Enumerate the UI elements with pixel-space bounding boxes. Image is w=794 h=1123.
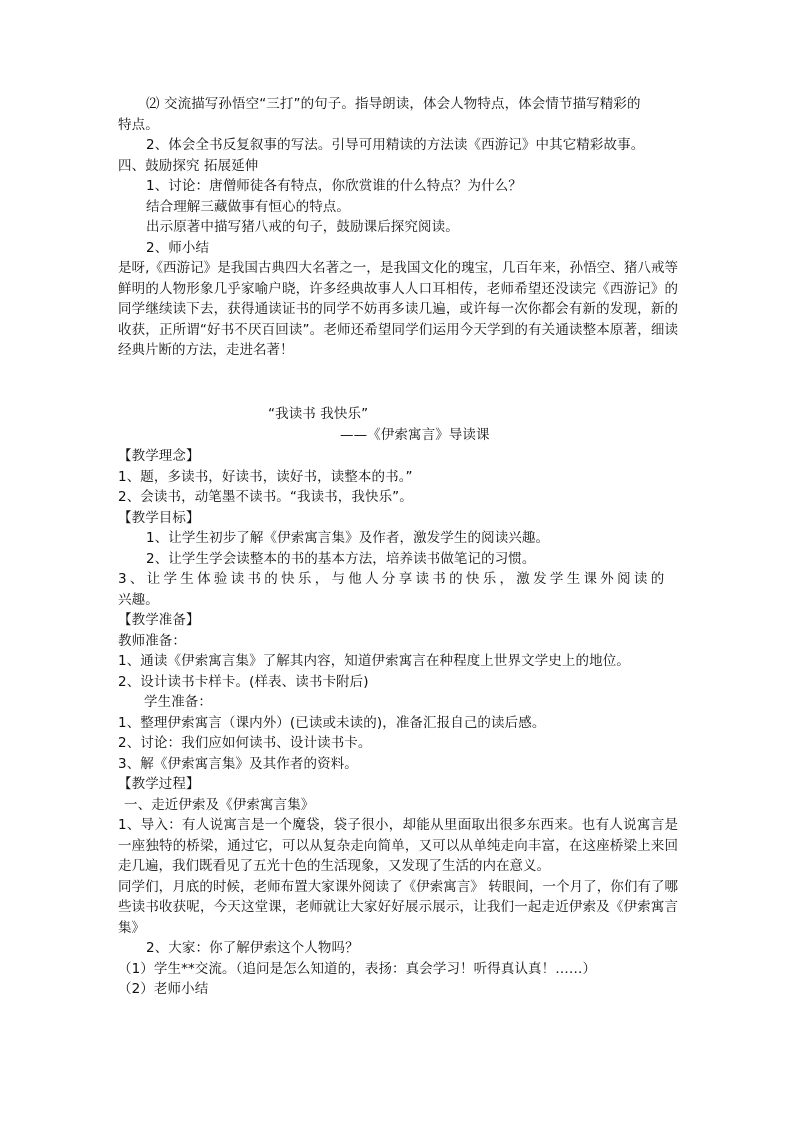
intro-paragraph: 1、导入：有人说寓言是一个魔袋，袋子很小，却能从里面取出很多东西来。也有人说寓言是一座独特的桥梁，通过它，可以从复杂走向简单，又可以从单纯走向丰富，在这座桥梁上来回走几遍，我们既看见了五光十色的生活现象，又发现了生活的内在意义。: [118, 817, 678, 874]
text-line: 2、师小结: [146, 239, 210, 256]
lesson-title-block: [118, 404, 678, 445]
summary-paragraph: 是呀,《西游记》是我国古典四大名著之一，是我国文化的瑰宝，几百年来，孙悟空、猪八戒等鲜明的人物形象几乎家喻户晓，许多经典故事人人口耳相传，老师希望还没读完《西游记》的同学继续读下去，获得通读证书的同学不妨再多读几遍，或许每一次你都会有新的发现，新的收获，正所谓“好书不厌百回读”。老师还希望同学们运用今天学到的有关通读整本原著，细读经典片断的方法，走进名著！: [118, 260, 678, 358]
document-part-two: [118, 446, 678, 1000]
section-heading: 【教学理念】: [118, 448, 200, 464]
text-line: 兴趣。: [118, 591, 159, 608]
text-line: 1、讨论：唐僧师徒各有特点，你欣赏谁的什么特点？为什么？: [146, 178, 522, 194]
text-line: 2、会读书，动笔墨不读书。“我读书，我快乐”。: [118, 489, 413, 505]
text-line: 教师准备：: [118, 632, 186, 649]
section-heading: 四、鼓励探究 拓展延伸: [118, 157, 259, 174]
text-line: （1）学生**交流。（追问是怎么知道的，表扬：真会学习！听得真认真！……）: [118, 960, 597, 977]
text-line: 结合理解三藏做事有恒心的特点。: [146, 198, 350, 215]
section-heading: 【教学目标】: [118, 509, 200, 526]
text-line: 2、大家：你了解伊索这个人物吗？: [146, 940, 359, 956]
lesson-title: “我读书 我快乐”: [268, 406, 369, 422]
text-line: 1、通读《伊索寓言集》了解其内容，知道伊索寓言在种程度上世界文学史上的地位。: [118, 653, 630, 669]
text-line: ⑵ 交流描写孙悟空“三打”的句子。指导朗读，体会人物特点，体会情节描写精彩的: [146, 96, 641, 112]
text-line: （2）老师小结: [118, 981, 209, 997]
text-line: 1、题，多读书，好读书，读好书，读整本的书。”: [118, 468, 413, 485]
section-heading: 【教学准备】: [118, 612, 200, 628]
body-paragraph: 同学们，月底的时候，老师布置大家课外阅读了《伊索寓言》 转眼间，一个月了，你们有了哪些读书收获呢，今天这堂课，老师就让大家好好展示展示，让我们一起走近伊索及《伊索寓言集》: [118, 878, 678, 936]
text-line: 1、整理伊索寓言（课内外）(已读或未读的)，准备汇报自己的读后感。: [118, 714, 546, 731]
text-line: 特点。: [118, 116, 159, 133]
text-line: 一、走近伊索及《伊索寓言集》: [124, 796, 315, 813]
text-line: 2、设计读书卡样卡。(样表、读书卡附后): [118, 673, 369, 690]
text-line: 出示原著中描写猪八戒的句子，鼓励课后探究阅读。: [146, 219, 459, 235]
text-line: 1、让学生初步了解《伊索寓言集》及作者，激发学生的阅读兴趣。: [146, 530, 550, 546]
text-line: 3、让学生体验读书的快乐，与他人分享读书的快乐，激发学生课外阅读的: [118, 571, 668, 587]
document-part-one: [118, 94, 678, 361]
text-line: 2、让学生学会读整本的书的基本方法，培养读书做笔记的习惯。: [146, 550, 536, 567]
text-line: 3、解《伊索寓言集》及其作者的资料。: [118, 755, 358, 772]
lesson-subtitle: ——《伊索寓言》导读课: [340, 426, 490, 443]
text-line: 学生准备：: [144, 694, 212, 710]
text-line: 2、体会全书反复叙事的写法。引导可用精读的方法读《西游记》中其它精彩故事。: [146, 137, 645, 153]
text-line: 2、讨论：我们应如何读书、设计读书卡。: [118, 735, 372, 751]
section-heading: 【教学过程】: [118, 776, 200, 792]
